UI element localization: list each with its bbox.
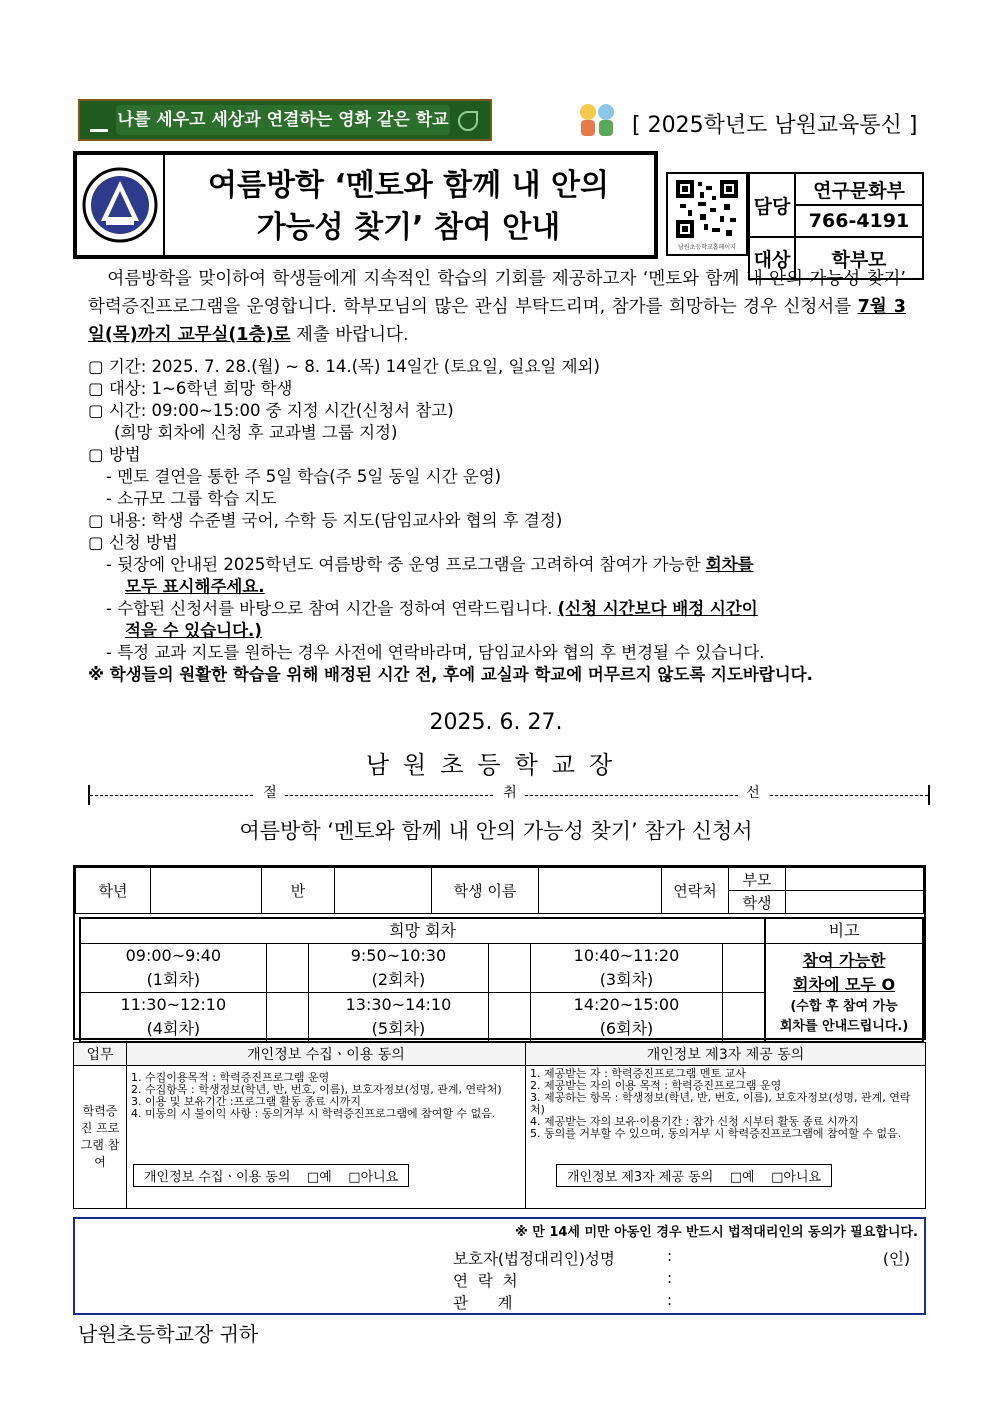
- session-3: [531, 944, 723, 993]
- collect-items: [131, 1072, 521, 1158]
- session-6-label: (6회차): [599, 1019, 654, 1038]
- third-items: [530, 1068, 921, 1158]
- task-cell: 학력증진 프로그램 참여: [74, 1066, 127, 1209]
- student-label: 학생: [729, 891, 786, 914]
- session-2-label: (2회차): [371, 970, 426, 989]
- warning-note: ※ 학생들의 원활한 학습을 위해 배정된 시간 전, 후에 교실과 학교에 머무르지 않도록 지도바랍니다.: [88, 665, 813, 684]
- leaf-icon: [458, 111, 478, 131]
- apply-1c: 모두 표시해주세요.: [125, 577, 265, 596]
- apply-item: ▢ 신청 방법: [88, 533, 178, 552]
- consent-table: [73, 1042, 926, 1209]
- session-1-check[interactable]: [266, 944, 308, 993]
- seal-mark: (인): [882, 1250, 910, 1268]
- qr-caption: 남원초등학교홈페이지: [678, 244, 736, 251]
- third-item-4: 4. 제공받는 자의 보유·이용기간 : 참가 신청 시부터 활동 종료 시까지: [530, 1115, 859, 1128]
- deadline-text: 7월 3일(목)까지 교무실(1층)로: [88, 297, 906, 345]
- intro-text: 여름방학을 맞이하여 학생들에게 지속적인 학습의 기회를 제공하고자 ‘멘토와 함께 내 안의 가능성 찾기’ 학력증진프로그램을 운영합니다. 학부모님의 많은 관심 부탁드리며, 참가를 희망하는 경우 신청서를: [88, 269, 906, 317]
- session-3-label: (3회차): [599, 970, 654, 989]
- collect-item-4: 4. 미동의 시 불이익 사항 : 동의거부 시 학력증진프로그램에 참여할 수 없음.: [131, 1107, 496, 1120]
- apply-1: [88, 554, 918, 576]
- apply-1-cont: [88, 576, 918, 598]
- session-table: [79, 917, 924, 1043]
- third-item-1: 1. 제공받는 자 : 학력증진프로그램 멘토 교사: [530, 1067, 746, 1080]
- parent-label: 부모: [729, 868, 786, 891]
- details-list: [88, 356, 918, 686]
- session-1: [80, 944, 266, 993]
- cut-line-right-cap: [928, 785, 930, 805]
- task-header: 업무: [74, 1043, 127, 1066]
- session-4-check[interactable]: [266, 993, 308, 1043]
- intro-paragraph: [88, 265, 906, 349]
- guardian-phone-colon: :: [667, 1269, 673, 1287]
- contact-table: [748, 172, 924, 280]
- student-name-label: 학생 이름: [432, 868, 539, 914]
- third-item-2: 2. 제공받는 자의 이용 목적 : 학력증진프로그램 운영: [530, 1079, 782, 1092]
- apply-2b: (신청 시간보다 배정 시간이: [557, 599, 758, 618]
- note-line-1: 참여 가능한: [802, 950, 886, 970]
- guardian-phone-input[interactable]: [685, 1265, 885, 1287]
- third-item-5: 5. 동의를 거부할 수 있으며, 동의거부 시 학력증진프로그램에 참여할 수 없음.: [530, 1127, 902, 1140]
- session-2-time: 9:50~10:30: [350, 946, 447, 965]
- note-line-4: 회차를 안내드립니다.): [779, 1018, 909, 1034]
- school-emblem-icon: [77, 155, 163, 255]
- guardian-name-row: [453, 1247, 615, 1269]
- slogan-text: 나를 세우고 세상과 연결하는 영화 같은 학교: [116, 105, 450, 135]
- content-item: ▢ 내용: 학생 수준별 국어, 수학 등 지도(담임교사와 협의 후 결정): [88, 511, 563, 530]
- qr-box[interactable]: [666, 172, 748, 256]
- issue-date: 2025. 6. 27.: [429, 710, 563, 735]
- note-cell: [765, 944, 923, 1043]
- page-title: [163, 155, 654, 255]
- method-item: ▢ 방법: [88, 445, 141, 464]
- session-6: [531, 993, 723, 1043]
- guardian-relation-label: 관 계: [453, 1294, 513, 1312]
- session-5: [309, 993, 489, 1043]
- dept-phone: 766-4191: [795, 205, 923, 237]
- collect-item-1: 1. 수집이용목적 : 학력증진프로그램 운영: [131, 1071, 330, 1084]
- target-value: 학부모: [795, 237, 923, 279]
- session-4-label: (4회차): [146, 1019, 201, 1038]
- apply-2: [88, 598, 918, 620]
- footer-recipient: 남원초등학교장 귀하: [78, 1322, 259, 1346]
- intro-tail: 제출 바랍니다.: [290, 325, 409, 345]
- guardian-name-input[interactable]: [685, 1243, 885, 1265]
- method-1: - 멘토 결연을 통한 주 5일 학습(주 5일 동일 시간 운영): [106, 467, 502, 486]
- session-1-time: 09:00~9:40: [125, 946, 222, 965]
- note-line-2: 회차에 모두 O: [793, 974, 896, 994]
- note-header: 비고: [765, 918, 923, 944]
- target-label: 대상: [749, 237, 795, 279]
- dash-decoration: [90, 129, 108, 132]
- class-input[interactable]: [335, 868, 432, 914]
- student-name-input[interactable]: [539, 868, 662, 914]
- collect-header: 개인정보 수집ㆍ이용 동의: [127, 1043, 526, 1066]
- session-5-check[interactable]: [488, 993, 530, 1043]
- cut-label-2: 취: [495, 782, 525, 802]
- cut-label-3: 선: [738, 782, 768, 802]
- grade-input[interactable]: [151, 868, 262, 914]
- school-emblem-cell: [77, 155, 165, 255]
- cut-label-1: 절: [255, 782, 285, 802]
- newsletter-label: [ 2025학년도 남원교육통신 ]: [632, 113, 918, 138]
- session-6-time: 14:20~15:00: [573, 995, 680, 1014]
- guardian-relation-colon: :: [667, 1291, 673, 1309]
- mascot-icon: [572, 100, 620, 140]
- dept-value: 연구문화부: [795, 173, 923, 205]
- apply-2a: - 수합된 신청서를 바탕으로 참여 시간을 정하여 연락드립니다.: [106, 599, 558, 618]
- session-3-check[interactable]: [722, 944, 765, 993]
- application-form: [73, 865, 926, 1040]
- contact-label: 연락처: [662, 868, 729, 914]
- apply-2-cont: [88, 620, 918, 642]
- collect-cell: [127, 1066, 526, 1209]
- student-phone-input[interactable]: [786, 891, 924, 914]
- slogan-banner: [78, 99, 492, 141]
- dept-label: 담당: [749, 173, 795, 237]
- apply-1b: 회차를: [705, 555, 754, 574]
- parent-phone-input[interactable]: [786, 868, 924, 891]
- third-cell: [526, 1066, 926, 1209]
- class-label: 반: [262, 868, 335, 914]
- collect-item-2: 2. 수집항목 : 학생정보(학년, 반, 번호, 이름), 보호자정보(성명, 관계, 연락처): [131, 1083, 502, 1096]
- apply-3: - 특정 교과 지도를 원하는 경우 사전에 연락바라며, 담임교사와 협의 후 변경될 수 있습니다.: [106, 643, 765, 662]
- apply-1a: - 뒷장에 안내된 2025학년도 여름방학 중 운영 프로그램을 고려하여 참여가 가능한: [106, 555, 706, 574]
- note-line-3: (수합 후 참여 가능: [790, 998, 898, 1014]
- guardian-box: [73, 1217, 926, 1315]
- time-note: (희망 회차에 신청 후 교과별 그룹 지정): [114, 423, 398, 442]
- cut-line: [90, 785, 928, 801]
- cut-line-left-cap: [88, 785, 90, 805]
- third-header: 개인정보 제3자 제공 동의: [526, 1043, 926, 1066]
- session-2-check[interactable]: [488, 944, 530, 993]
- target-item: ▢ 대상: 1~6학년 희망 학생: [88, 379, 293, 398]
- title-line-2: 가능성 찾기’ 참여 안내: [256, 210, 561, 245]
- session-4: [80, 993, 266, 1043]
- form-title: 여름방학 ‘멘토와 함께 내 안의 가능성 찾기’ 참가 신청서: [239, 819, 753, 843]
- session-3-time: 10:40~11:20: [573, 946, 680, 965]
- student-info-table: [75, 867, 924, 914]
- collect-item-3: 3. 이용 및 보유기간 :프로그램 활동 종료 시까지: [131, 1095, 361, 1108]
- session-5-label: (5회차): [371, 1019, 426, 1038]
- grade-label: 학년: [76, 868, 151, 914]
- session-5-time: 13:30~14:10: [345, 995, 452, 1014]
- apply-2c: 적을 수 있습니다.): [125, 621, 262, 640]
- guardian-relation-input[interactable]: [685, 1287, 885, 1309]
- title-box: [73, 151, 658, 259]
- guardian-name-label: 보호자(법정대리인)성명: [453, 1250, 615, 1268]
- session-4-time: 11:30~12:10: [120, 995, 227, 1014]
- third-agree-checkbox[interactable]: 개인정보 제3자 제공 동의 □예 □아니요: [556, 1164, 832, 1187]
- session-2: [309, 944, 489, 993]
- title-line-1: 여름방학 ‘멘토와 함께 내 안의: [208, 168, 609, 203]
- guardian-phone-label: 연 락 처: [453, 1272, 518, 1290]
- time-item: ▢ 시간: 09:00~15:00 중 지정 시간(신청서 참고): [88, 401, 454, 420]
- guardian-name-colon: :: [667, 1247, 673, 1265]
- session-1-label: (1회차): [146, 970, 201, 989]
- collect-agree-checkbox[interactable]: 개인정보 수집ㆍ이용 동의 □예 □아니요: [133, 1164, 409, 1187]
- third-item-3: 3. 제공하는 항목 : 학생정보(학년, 반, 번호, 이름), 보호자정보(성명, 관계, 연락처): [530, 1091, 911, 1116]
- period-item: ▢ 기간: 2025. 7. 28.(월) ~ 8. 14.(목) 14일간 (토요일, 일요일 제외): [88, 357, 600, 376]
- session-6-check[interactable]: [722, 993, 765, 1043]
- principal-name: 남원초등학교장: [365, 751, 627, 779]
- guardian-note: ※ 만 14세 미만 아동인 경우 반드시 법적대리인의 동의가 필요합니다.: [515, 1225, 918, 1240]
- qr-code-icon: [676, 180, 738, 238]
- wish-header: 희망 회차: [80, 918, 765, 944]
- method-2: - 소규모 그룹 학습 지도: [106, 489, 277, 508]
